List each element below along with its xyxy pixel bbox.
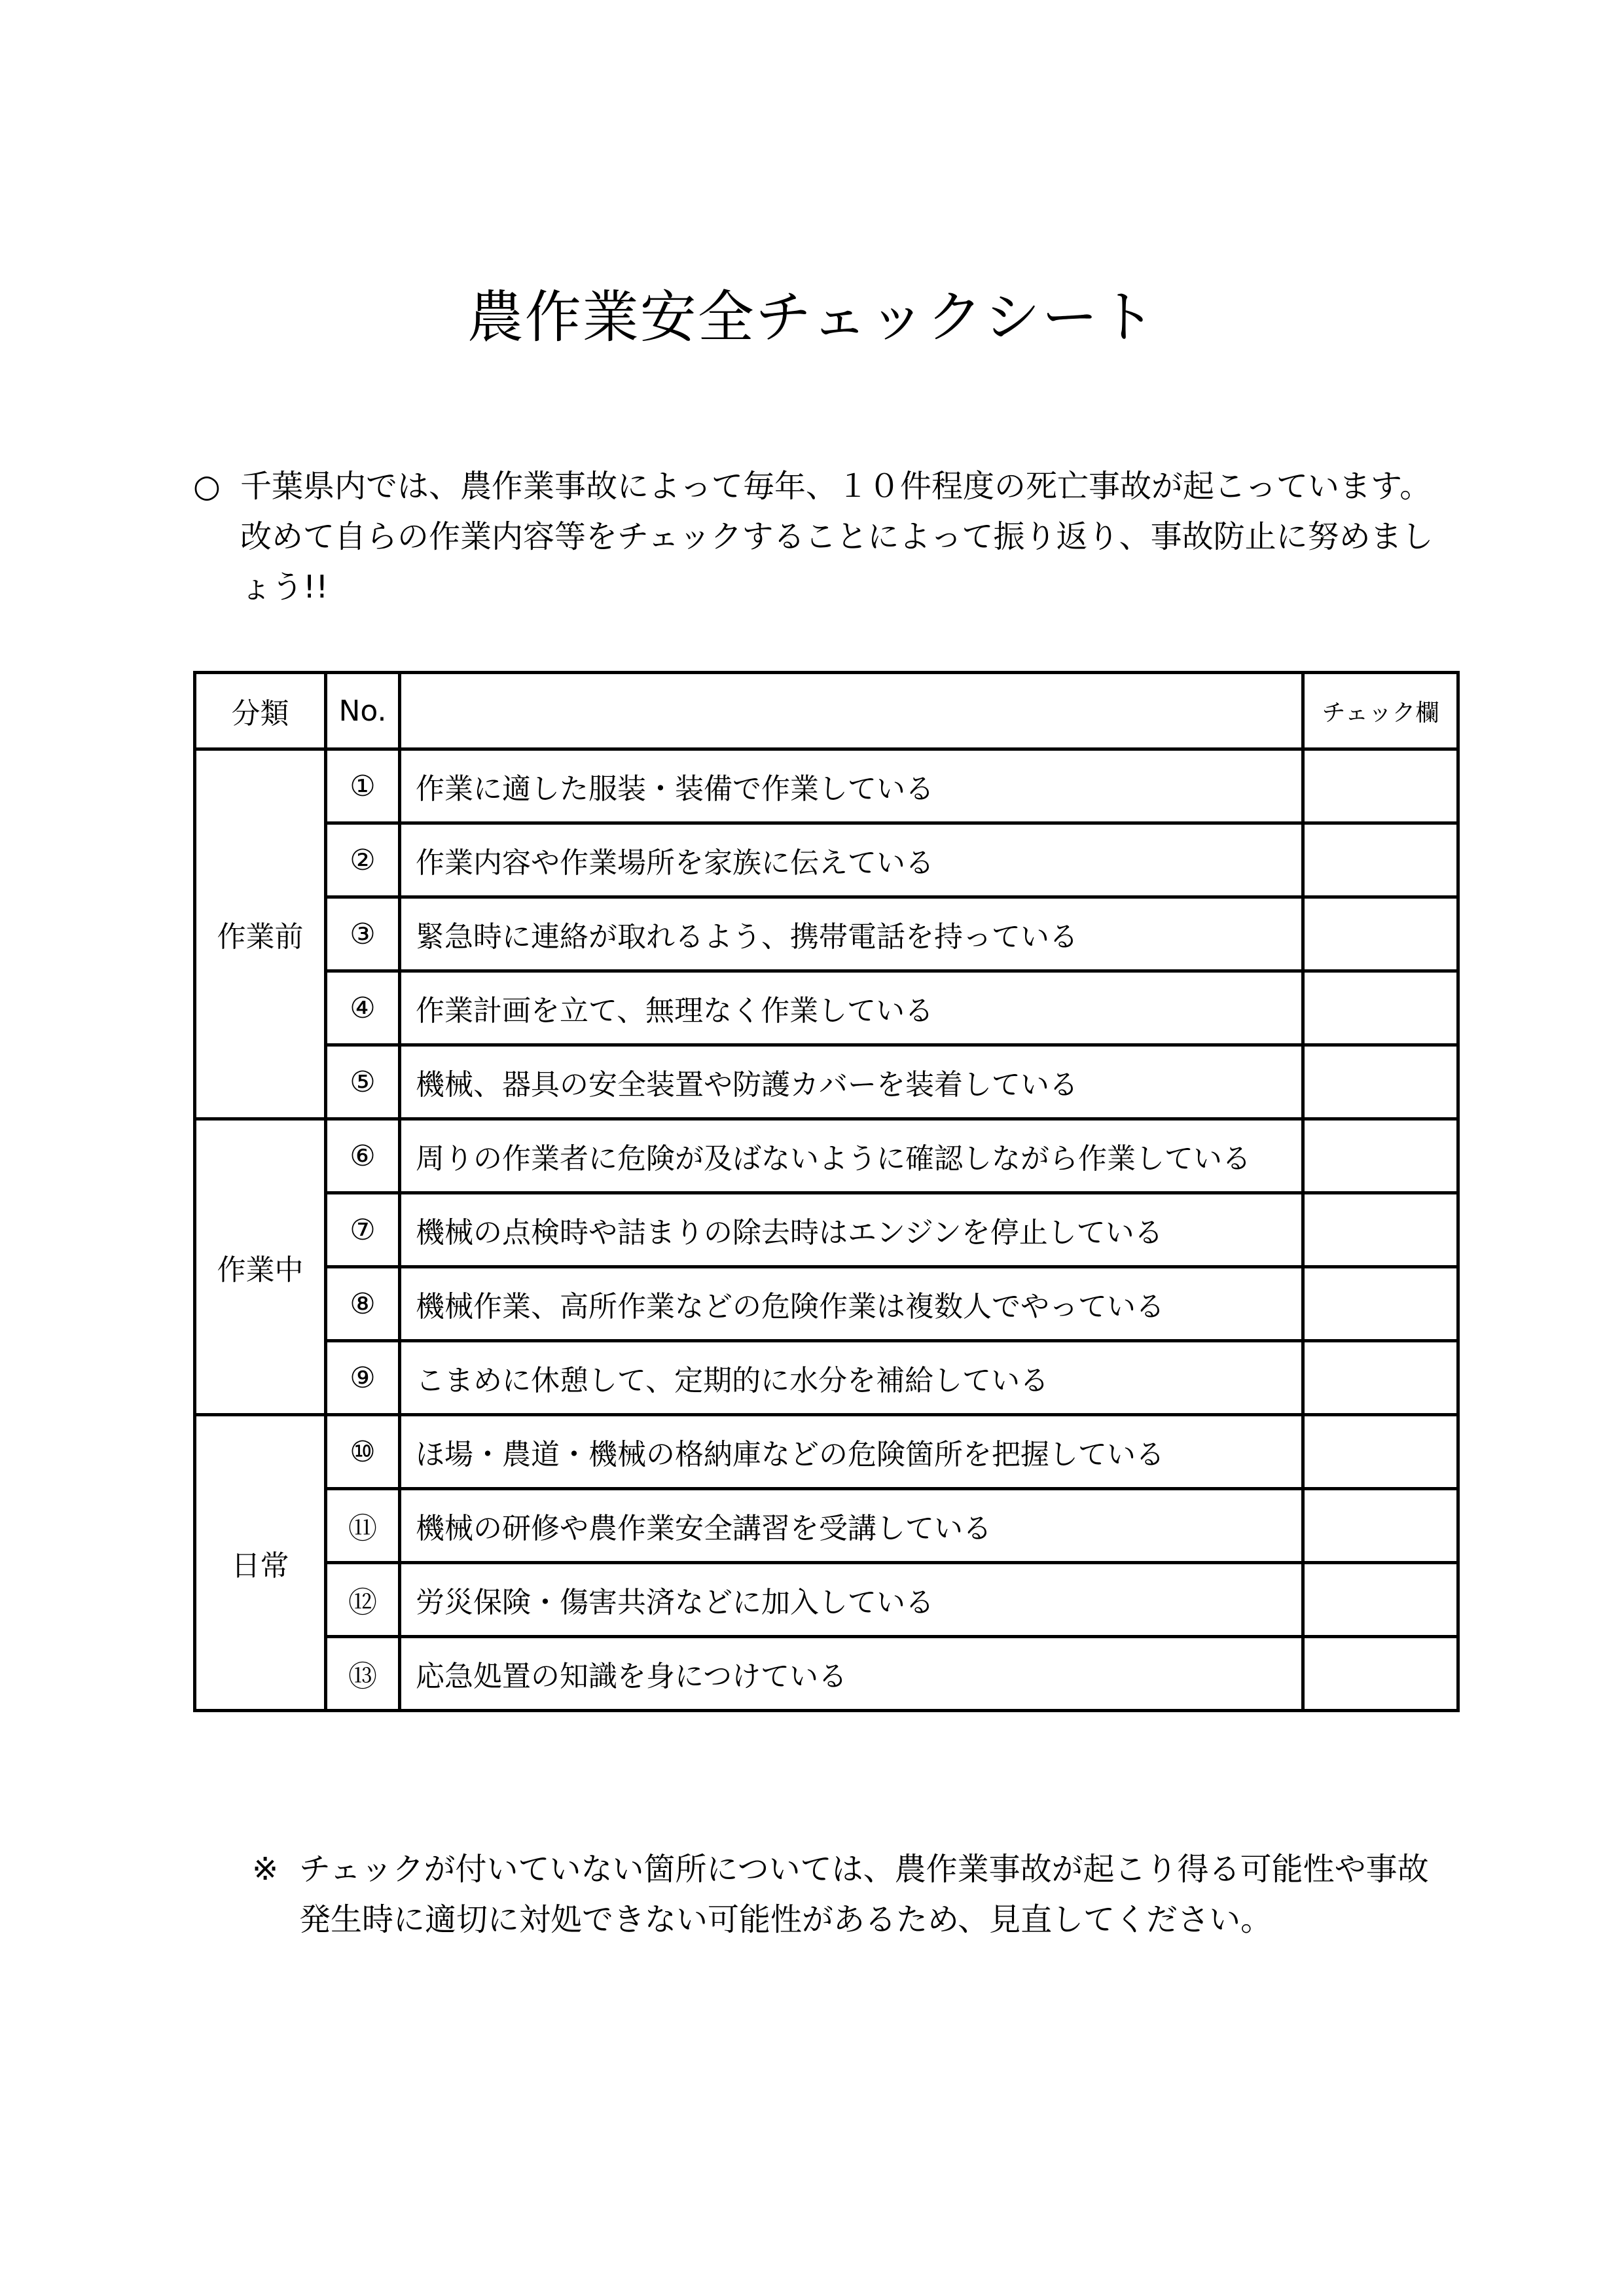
check-box-cell[interactable] (1303, 1119, 1458, 1193)
safety-check-table (193, 671, 1460, 1712)
check-box-cell[interactable] (1303, 1341, 1458, 1415)
category-cell: 作業中 (195, 1119, 326, 1415)
row-number: ⑪ (326, 1489, 400, 1563)
table-row (195, 1193, 1458, 1267)
check-box-cell[interactable] (1303, 749, 1458, 823)
intro-paragraph (193, 461, 1450, 613)
row-number: ⑥ (326, 1119, 400, 1193)
row-number: ⑧ (326, 1267, 400, 1341)
row-number: ⑫ (326, 1563, 400, 1637)
row-text: 周りの作業者に危険が及ばないように確認しながら作業している (400, 1119, 1303, 1193)
table-row (195, 971, 1458, 1045)
row-text: 機械の点検時や詰まりの除去時はエンジンを停止している (400, 1193, 1303, 1267)
check-box-cell[interactable] (1303, 1045, 1458, 1119)
check-box-cell[interactable] (1303, 1563, 1458, 1637)
row-text: ほ場・農道・機械の格納庫などの危険箇所を把握している (400, 1415, 1303, 1489)
header-check: チェック欄 (1303, 673, 1458, 749)
check-box-cell[interactable] (1303, 823, 1458, 897)
circle-bullet: ○ (193, 468, 221, 505)
row-number: ⑤ (326, 1045, 400, 1119)
row-text: 機械の研修や農作業安全講習を受講している (400, 1489, 1303, 1563)
row-number: ① (326, 749, 400, 823)
row-number: ⑨ (326, 1341, 400, 1415)
row-text: 機械作業、高所作業などの危険作業は複数人でやっている (400, 1267, 1303, 1341)
table-row (195, 897, 1458, 971)
row-text: こまめに休憩して、定期的に水分を補給している (400, 1341, 1303, 1415)
row-text: 作業に適した服装・装備で作業している (400, 749, 1303, 823)
header-item (400, 673, 1303, 749)
table-row (195, 1415, 1458, 1489)
row-number: ⑩ (326, 1415, 400, 1489)
row-number: ⑦ (326, 1193, 400, 1267)
table-row (195, 1267, 1458, 1341)
reference-mark: ※ (252, 1851, 279, 1888)
check-box-cell[interactable] (1303, 1415, 1458, 1489)
table-row (195, 1119, 1458, 1193)
check-box-cell[interactable] (1303, 971, 1458, 1045)
check-box-cell[interactable] (1303, 897, 1458, 971)
table-row (195, 823, 1458, 897)
row-number: ③ (326, 897, 400, 971)
row-number: ② (326, 823, 400, 897)
table-row (195, 1489, 1458, 1563)
check-box-cell[interactable] (1303, 1489, 1458, 1563)
table-row (195, 1045, 1458, 1119)
check-box-cell[interactable] (1303, 1637, 1458, 1711)
table-header-row (195, 673, 1458, 749)
intro-text: 千葉県内では、農作業事故によって毎年、１０件程度の死亡事故が起こっています。改めて自らの作業内容等をチェックすることによって振り返り、事故防止に努めましょう!! (240, 468, 1434, 605)
header-category: 分類 (195, 673, 326, 749)
table-row (195, 1341, 1458, 1415)
table-row (195, 1637, 1458, 1711)
check-box-cell[interactable] (1303, 1267, 1458, 1341)
row-number: ④ (326, 971, 400, 1045)
row-text: 作業計画を立て、無理なく作業している (400, 971, 1303, 1045)
row-text: 労災保険・傷害共済などに加入している (400, 1563, 1303, 1637)
row-number: ⑬ (326, 1637, 400, 1711)
row-text: 作業内容や作業場所を家族に伝えている (400, 823, 1303, 897)
table-row (195, 749, 1458, 823)
footnote (252, 1844, 1456, 1945)
category-cell: 作業前 (195, 749, 326, 1119)
row-text: 機械、器具の安全装置や防護カバーを装着している (400, 1045, 1303, 1119)
footnote-text: チェックが付いていない箇所については、農作業事故が起こり得る可能性や事故発生時に適切に対処できない可能性があるため、見直してください。 (299, 1851, 1429, 1938)
category-cell: 日常 (195, 1415, 326, 1711)
row-text: 応急処置の知識を身につけている (400, 1637, 1303, 1711)
row-text: 緊急時に連絡が取れるよう、携帯電話を持っている (400, 897, 1303, 971)
page-title: 農作業安全チェックシート (467, 285, 1157, 350)
table-row (195, 1563, 1458, 1637)
check-box-cell[interactable] (1303, 1193, 1458, 1267)
header-no: No. (326, 673, 400, 749)
